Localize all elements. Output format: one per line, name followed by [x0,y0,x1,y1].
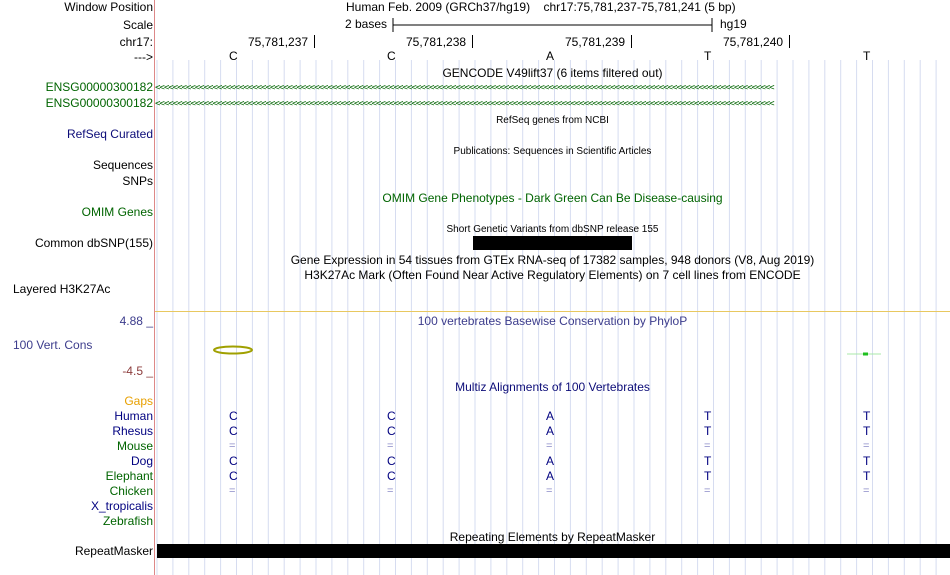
alignment-base: T [863,469,871,483]
scale-text: 2 bases [345,17,388,31]
conservation-min: -4.5 _ [122,364,153,378]
gencode-track-2[interactable]: <<<<<<<<<<<<<<<<<<<<<<<<<<<<<<<<<<<<<<<<<<<<<<<<<<<<<<<<<<<<<<<<<<<<<<<<<<<<<<<<<<<<<<<<<<<<<<<<<<<<<<<<<<<<<<<<<<<<<<<<<<<<<<<<<<<<<<<<<<<< [155,100,774,109]
alignment-base: C [387,409,396,423]
alignment-base: = [863,440,870,452]
alignment-base: A [546,424,555,438]
conservation-signal-right [845,350,885,358]
scale-label: Scale [122,18,153,32]
snps-label[interactable]: SNPs [122,174,153,188]
alignment-base: = [704,485,711,497]
alignment-base: = [387,440,394,452]
ruler-tick [314,35,315,48]
species-label[interactable]: Human [114,409,153,423]
reference-base: T [704,49,712,63]
multiz-title: Multiz Alignments of 100 Vertebrates [455,380,650,394]
h3k27ac-title: H3K27Ac Mark (Often Found Near Active Regulatory Elements) on 7 cell lines from ENCODE [304,268,801,282]
reference-base: A [546,49,555,63]
alignment-base: T [704,424,712,438]
alignment-base: = [704,440,711,452]
refseq-label[interactable]: RefSeq Curated [66,127,153,141]
repeatmasker-label[interactable]: RepeatMasker [74,544,153,558]
alignment-base: C [387,454,396,468]
species-label[interactable]: Rhesus [112,424,153,438]
alignment-base: C [229,409,238,423]
publications-title: Publications: Sequences in Scientific Articles [453,146,652,157]
conservation-max: 4.88 _ [119,314,153,328]
dbsnp-variant-bar[interactable] [473,236,632,250]
alignment-base: = [229,485,236,497]
strand-label: ---> [134,50,153,64]
alignment-base: T [704,469,712,483]
omim-label[interactable]: OMIM Genes [81,205,153,219]
conservation-title: 100 vertebrates Basewise Conservation by PhyloP [417,314,688,328]
ruler-position: 75,781,237 [248,35,309,49]
conservation-label[interactable]: 100 Vert. Cons [13,338,93,352]
chrom-label: chr17: [119,35,153,49]
alignment-base: C [387,424,396,438]
repeatmasker-title: Repeating Elements by RepeatMasker [449,530,656,544]
alignment-base: = [546,440,553,452]
alignment-base: T [704,454,712,468]
ruler-position: 75,781,238 [406,35,467,49]
alignment-base: C [229,469,238,483]
alignment-base: A [546,469,555,483]
window-position-label: Window Position [64,0,153,14]
omim-title: OMIM Gene Phenotypes - Dark Green Can Be Disease-causing [382,191,723,205]
reference-base: T [863,49,871,63]
species-label[interactable]: Elephant [105,469,153,483]
dbsnp-title: Short Genetic Variants from dbSNP release 155 [446,224,659,235]
h3k27ac-label[interactable]: Layered H3K27Ac [13,282,111,296]
gaps-label[interactable]: Gaps [124,394,153,408]
alignment-base: T [863,454,871,468]
alignment-base: C [229,424,238,438]
alignment-base: C [387,469,396,483]
alignment-base: = [387,485,394,497]
dbsnp-label[interactable]: Common dbSNP(155) [34,236,153,250]
alignment-base: = [546,485,553,497]
alignment-base: = [229,440,236,452]
alignment-base: C [229,454,238,468]
reference-base: C [387,49,396,63]
alignment-base: T [704,409,712,423]
ruler-tick [472,35,473,48]
alignment-base: T [863,409,871,423]
species-label[interactable]: Dog [130,454,153,468]
scale-db: hg19 [720,17,747,31]
gencode-track-label-1[interactable]: ENSG00000300182 [45,80,153,94]
species-label[interactable]: X_tropicalis [90,499,153,513]
alignment-base: T [863,424,871,438]
species-label[interactable]: Chicken [109,484,153,498]
ruler-position: 75,781,240 [723,35,784,49]
ruler-tick [631,35,632,48]
alignment-base: = [863,485,870,497]
gencode-title: GENCODE V49lift37 (6 items filtered out) [442,66,663,80]
window-position-text: Human Feb. 2009 (GRCh37/hg19) chr17:75,781,237-75,781,241 (5 bp) [346,0,736,14]
conservation-signal-left [210,343,258,357]
gencode-track-label-2[interactable]: ENSG00000300182 [45,96,153,110]
conservation-top-line [155,311,950,312]
ruler-position: 75,781,239 [565,35,626,49]
refseq-title: RefSeq genes from NCBI [496,115,609,126]
species-label[interactable]: Mouse [116,439,153,453]
species-label[interactable]: Zebrafish [102,514,153,528]
repeatmasker-bar[interactable] [157,544,950,558]
sequences-label[interactable]: Sequences [92,158,153,172]
gencode-track-1[interactable]: <<<<<<<<<<<<<<<<<<<<<<<<<<<<<<<<<<<<<<<<<<<<<<<<<<<<<<<<<<<<<<<<<<<<<<<<<<<<<<<<<<<<<<<<<<<<<<<<<<<<<<<<<<<<<<<<<<<<<<<<<<<<<<<<<<<<<<<<<<<< [155,84,774,93]
alignment-base: A [546,454,555,468]
alignment-base: A [546,409,555,423]
scale-bar [392,15,714,35]
ruler-tick [789,35,790,48]
reference-base: C [229,49,238,63]
gtex-title: Gene Expression in 54 tissues from GTEx RNA-seq of 17382 samples, 948 donors (V8, Aug 2019) [290,253,815,267]
